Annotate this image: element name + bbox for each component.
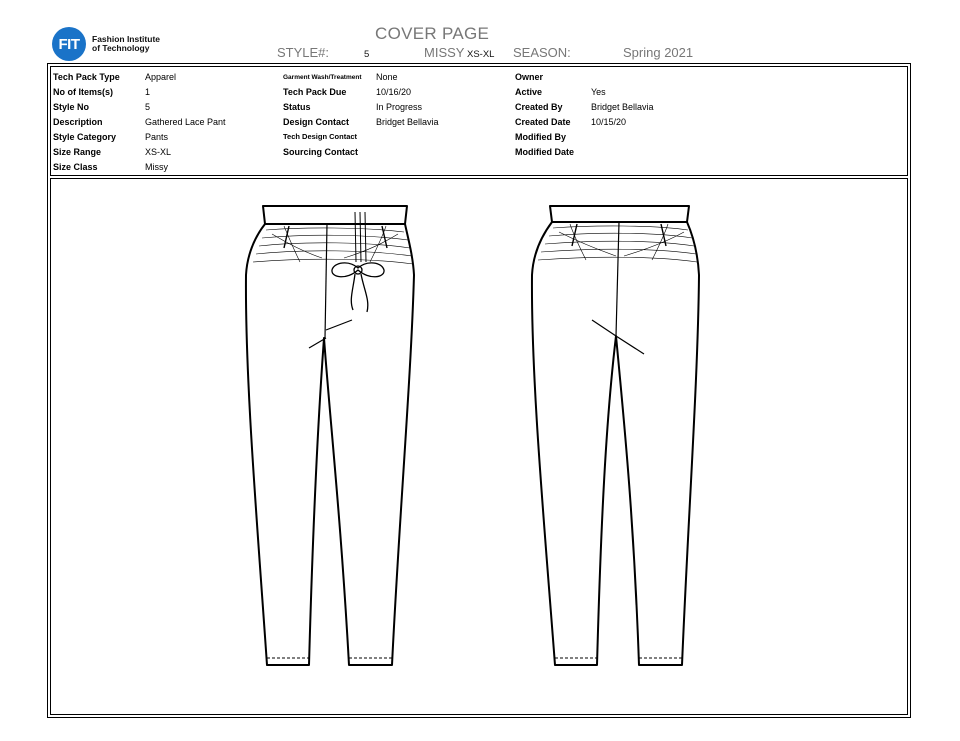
status-value: In Progress bbox=[376, 102, 423, 112]
created-by-value: Bridget Bellavia bbox=[591, 102, 654, 112]
style-category-label: Style Category bbox=[53, 132, 117, 142]
status-label: Status bbox=[283, 102, 311, 112]
design-contact-label: Design Contact bbox=[283, 117, 350, 127]
back-pant-sketch bbox=[532, 206, 699, 665]
front-waistband bbox=[263, 206, 407, 224]
items-value: 1 bbox=[145, 87, 151, 97]
active-value: Yes bbox=[591, 87, 606, 97]
owner-label: Owner bbox=[515, 72, 544, 82]
front-drawcord bbox=[355, 212, 366, 262]
info-table bbox=[50, 66, 908, 176]
sourcing-contact-label: Sourcing Contact bbox=[283, 147, 359, 157]
flat-sketch-area bbox=[50, 178, 908, 715]
front-outline bbox=[246, 224, 414, 665]
season-value: Spring 2021 bbox=[623, 45, 694, 60]
page-title: COVER PAGE bbox=[375, 24, 490, 43]
pants-sketches bbox=[51, 179, 907, 714]
size-range-value: XS-XL bbox=[145, 147, 172, 157]
season-label: SEASON: bbox=[513, 45, 571, 60]
fit-logo bbox=[52, 27, 172, 61]
style-label: STYLE#: bbox=[277, 45, 330, 60]
active-label: Active bbox=[515, 87, 543, 97]
tech-pack-type-value: Apparel bbox=[145, 72, 177, 82]
size-class-value: Missy bbox=[145, 162, 168, 172]
design-contact-value: Bridget Bellavia bbox=[376, 117, 439, 127]
logo-line-2: of Technology bbox=[92, 43, 150, 53]
size-range-label: Size Range bbox=[53, 147, 102, 157]
back-center-seam bbox=[616, 222, 619, 336]
fit-logo-mark: FIT bbox=[52, 27, 86, 61]
tech-pack-due-label: Tech Pack Due bbox=[283, 87, 347, 97]
cover-frame bbox=[47, 63, 911, 718]
fit-logo-text bbox=[92, 35, 172, 53]
tech-design-contact-label: Tech Design Contact bbox=[283, 132, 358, 141]
tech-pack-due-value: 10/16/20 bbox=[376, 87, 412, 97]
tech-pack-type-label: Tech Pack Type bbox=[53, 72, 120, 82]
style-value: 5 bbox=[364, 49, 370, 60]
front-pant-sketch bbox=[246, 206, 414, 665]
items-label: No of Items(s) bbox=[53, 87, 114, 97]
front-bow bbox=[332, 263, 384, 312]
front-center-seam bbox=[325, 224, 327, 338]
created-date-label: Created Date bbox=[515, 117, 571, 127]
modified-date-label: Modified Date bbox=[515, 147, 575, 157]
modified-by-label: Modified By bbox=[515, 132, 566, 142]
back-outline bbox=[532, 222, 699, 665]
garment-wash-label: Garment Wash/Treatment bbox=[283, 74, 362, 81]
front-gathers bbox=[253, 226, 413, 264]
back-waistband bbox=[550, 206, 689, 222]
size-class-label: Size Class bbox=[53, 162, 98, 172]
description-value: Gathered Lace Pant bbox=[145, 117, 226, 127]
style-no-label: Style No bbox=[53, 102, 90, 112]
description-label: Description bbox=[53, 117, 103, 127]
front-fly-line bbox=[326, 320, 352, 330]
style-category-value: Pants bbox=[145, 132, 169, 142]
created-by-label: Created By bbox=[515, 102, 563, 112]
missy-label: MISSY bbox=[424, 45, 465, 60]
size-value: XS-XL bbox=[467, 49, 495, 60]
logo-line-1: Fashion Institute bbox=[92, 34, 160, 44]
style-no-value: 5 bbox=[145, 102, 151, 112]
created-date-value: 10/15/20 bbox=[591, 117, 627, 127]
garment-wash-value: None bbox=[376, 72, 398, 82]
